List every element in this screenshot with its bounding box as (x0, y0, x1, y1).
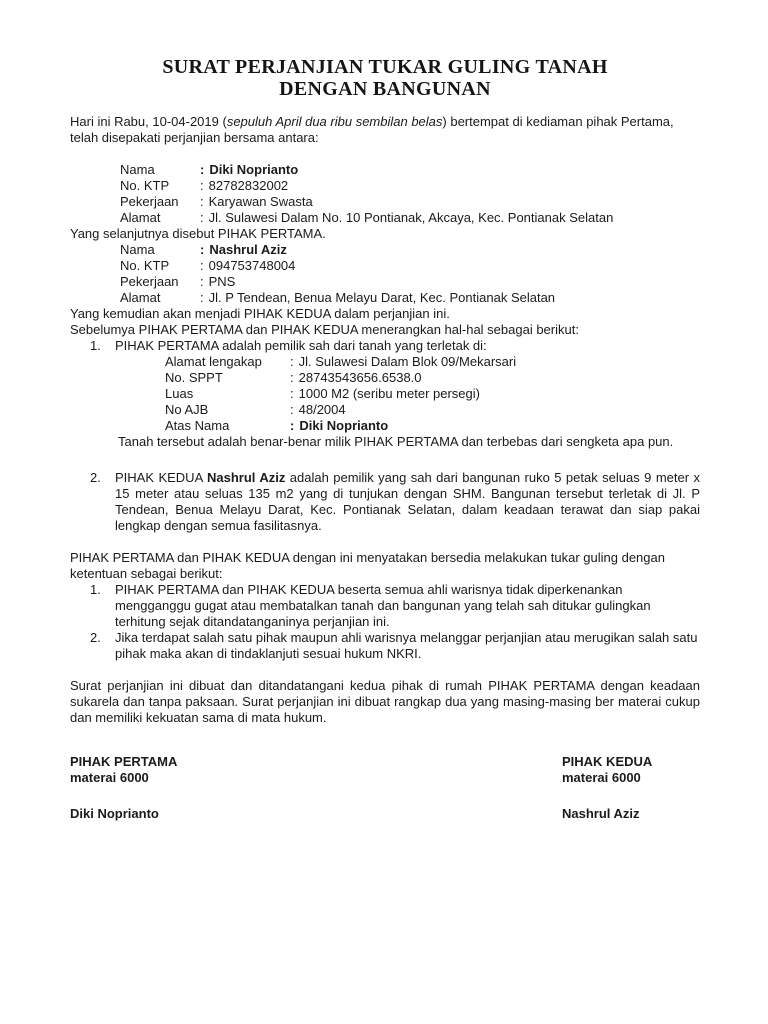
field-value: : 094753748004 (200, 258, 296, 273)
field-label: No. KTP (120, 178, 170, 193)
clause2-text (115, 470, 700, 534)
colon: : (200, 210, 204, 225)
field-value: : PNS (200, 274, 236, 289)
term2-text: Jika terdapat salah satu pihak maupun ahli warisnya melanggar perjanjian atau merugikan salah satu pihak maka akan di tindaklanjuti sesuai hukum NKRI. (115, 630, 698, 661)
clause1-block (70, 338, 700, 450)
colon: : (290, 370, 294, 385)
field-value: : Diki Noprianto (200, 162, 299, 177)
colon: : (290, 354, 294, 369)
signature-right-name: Nashrul Aziz (562, 806, 640, 821)
party1-row-pekerjaan (70, 194, 700, 210)
colon: : (200, 258, 204, 273)
term-item-1 (70, 582, 700, 630)
clause2-block (70, 470, 700, 534)
signature-right (562, 754, 700, 822)
field-value: : Jl. Sulawesi Dalam No. 10 Pontianak, Akcaya, Kec. Pontianak Selatan (200, 210, 614, 225)
colon: : (200, 290, 204, 305)
clause1-number: 1. (90, 338, 101, 353)
field-label: No. SPPT (165, 370, 223, 385)
party2-row-pekerjaan (70, 274, 700, 290)
term1-number: 1. (90, 582, 101, 597)
field-value: : Karyawan Swasta (200, 194, 313, 209)
field-value: : Jl. Sulawesi Dalam Blok 09/Mekarsari (290, 354, 517, 369)
field-value: : Diki Noprianto (290, 418, 389, 433)
signature-right-role: PIHAK KEDUA (562, 754, 653, 769)
field-value: : 82782832002 (200, 178, 289, 193)
clause1-row-atasnama (70, 418, 700, 434)
field-label: Luas (165, 386, 194, 401)
party2-block (70, 242, 700, 338)
signature-left (70, 754, 177, 822)
colon: : (200, 274, 204, 289)
colon: : (200, 178, 204, 193)
field-value: : 1000 M2 (seribu meter persegi) (290, 386, 480, 401)
field-value: : Jl. P Tendean, Benua Melayu Darat, Kec. Pontianak Selatan (200, 290, 556, 305)
colon: : (200, 194, 204, 209)
colon: : (290, 402, 294, 417)
signature-right-stamp: materai 6000 (562, 770, 641, 785)
signature-left-name: Diki Noprianto (70, 806, 159, 821)
colon: : (200, 242, 205, 257)
party1-row-nama (70, 162, 700, 178)
signature-section (70, 754, 700, 822)
party1-row-alamat (70, 210, 700, 226)
clause1-heading-row (70, 338, 700, 354)
intro-pre: Hari ini Rabu, 10-04-2019 ( (70, 114, 227, 129)
clause2-number: 2. (90, 470, 101, 485)
intro-post: ) bertempat di kediaman pihak Pertama, telah disepakati perjanjian bersama antara: (70, 114, 674, 145)
field-label: Nama (120, 242, 155, 257)
party2-footer: Yang kemudian akan menjadi PIHAK KEDUA dalam perjanjian ini. (70, 306, 450, 321)
colon: : (290, 386, 294, 401)
field-label: Nama (120, 162, 155, 177)
intro-date-words: sepuluh April dua ribu sembilan belas (226, 114, 443, 129)
clause1-row-luas (70, 386, 700, 402)
field-label: Alamat (120, 210, 161, 225)
signature-left-stamp: materai 6000 (70, 770, 149, 785)
agreement-intro: PIHAK PERTAMA dan PIHAK KEDUA dengan ini menyatakan bersedia melakukan tukar guling dengan ketentuan sebagai berikut: (70, 550, 665, 581)
document-title-line1: SURAT PERJANJIAN TUKAR GULING TANAH (162, 56, 608, 78)
field-label: No. KTP (120, 258, 170, 273)
term-item-2 (70, 630, 700, 662)
clause1-row-alamat (70, 354, 700, 370)
clause2-party-name: Nashrul Aziz (206, 470, 286, 485)
clause1-note: Tanah tersebut adalah benar-benar milik PIHAK PERTAMA dan terbebas dari sengketa apa pun. (118, 434, 674, 449)
party2-row-nama (70, 242, 700, 258)
term1-text: PIHAK PERTAMA dan PIHAK KEDUA beserta semua ahli warisnya tidak diperkenankan mengganggu gugat atau membatalkan tanah dan bangunan yang telah sah ditukar gulingkan terhitung sejak ditandatanganinya perjanjian ini. (115, 582, 651, 629)
clause1-row-sppt (70, 370, 700, 386)
clause2-post: adalah pemilik yang sah dari bangunan ruko 5 petak seluas 9 meter x 15 meter atau seluas 135 m2 yang di tunjukan dengan SHM. Bangunan tersebut terletak di Jl. P Tendean, Benua Melayu Darat, Kec. Pontianak Selatan, dalam keadaan terawat dan siap pakai lengkap dengan semua fasilitasnya. (115, 470, 701, 533)
field-label: Atas Nama (165, 418, 230, 433)
document-title (70, 56, 700, 100)
field-value: : Nashrul Aziz (200, 242, 287, 257)
party1-block (70, 162, 700, 242)
field-label: Pekerjaan (120, 194, 179, 209)
preamble: Sebelumya PIHAK PERTAMA dan PIHAK KEDUA menerangkan hal-hal sebagai berikut: (70, 322, 579, 337)
party2-row-ktp (70, 258, 700, 274)
field-label: Alamat (120, 290, 161, 305)
document-title-line2: DENGAN BANGUNAN (279, 78, 491, 100)
clause2-pre: PIHAK KEDUA (115, 470, 207, 485)
term2-number: 2. (90, 630, 101, 645)
closing-paragraph: Surat perjanjian ini dibuat dan ditandatangani kedua pihak di rumah PIHAK PERTAMA dengan keadaan sukarela dan tanpa paksaan. Surat perjanjian ini dibuat rangkap dua yang masing-masing ber materai cukup dan memiliki kekuatan sama di mata hukum. (70, 678, 700, 725)
field-value: : 28743543656.6538.0 (290, 370, 422, 385)
party1-footer: Yang selanjutnya disebut PIHAK PERTAMA. (70, 226, 326, 241)
signature-left-role: PIHAK PERTAMA (70, 754, 178, 769)
field-label: No AJB (165, 402, 209, 417)
field-value: : 48/2004 (290, 402, 346, 417)
colon: : (290, 418, 295, 433)
field-label: Alamat lengakap (165, 354, 262, 369)
party2-row-alamat (70, 290, 700, 306)
clause1-heading: PIHAK PERTAMA adalah pemilik sah dari tanah yang terletak di: (115, 338, 487, 353)
field-label: Pekerjaan (120, 274, 179, 289)
party1-row-ktp (70, 178, 700, 194)
intro-paragraph (70, 114, 700, 146)
clause1-row-ajb (70, 402, 700, 418)
colon: : (200, 162, 205, 177)
